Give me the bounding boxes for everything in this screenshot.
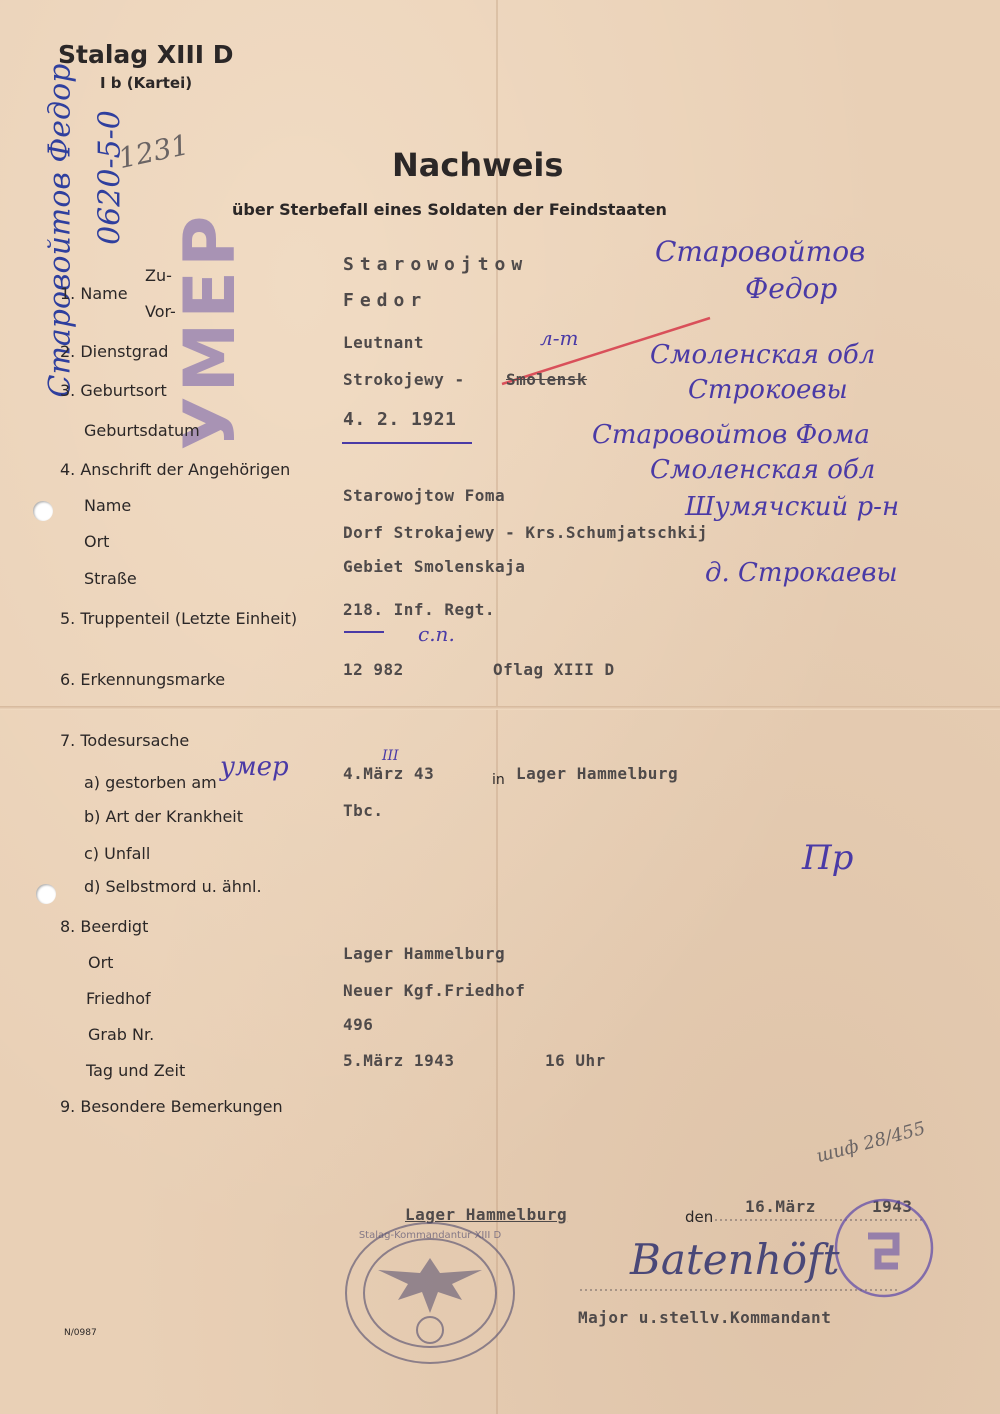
village2-ru-note: д. Строкаевы	[705, 558, 898, 588]
label-died-in: in	[492, 772, 505, 788]
birthdate-value: 4. 2. 1921	[343, 409, 457, 430]
label-birthplace: 3. Geburtsort	[60, 381, 167, 400]
bur-date-value: 5.März 1943	[343, 1051, 455, 1070]
kommandantur-stamp	[342, 1218, 522, 1368]
label-died-on: a) gestorben am	[84, 773, 217, 792]
tag-camp-value: Oflag XIII D	[493, 660, 615, 679]
label-datetime: Tag und Zeit	[86, 1061, 186, 1080]
surname-value: Starowojtow	[343, 254, 529, 275]
label-illness: b) Art der Krankheit	[84, 807, 244, 826]
cemetery-value: Neuer Kgf.Friedhof	[343, 981, 526, 1000]
footer-den: den	[685, 1208, 714, 1226]
tag-number-value: 12 982	[343, 660, 404, 679]
region-ru-note: Смоленская обл	[650, 340, 876, 370]
died-date-value: 4.März 43	[343, 764, 435, 783]
surname-ru-note: Старовойтов	[655, 235, 866, 268]
died-ru-note: умер	[220, 752, 289, 782]
label-birthdate: Geburtsdatum	[84, 421, 200, 440]
rel-street-value: Gebiet Smolenskaja	[343, 557, 526, 576]
label-rel-street: Straße	[84, 569, 137, 588]
father-ru-note: Старовойтов Фома	[592, 420, 870, 450]
signer-title: Major u.stellv.Kommandant	[578, 1308, 832, 1327]
rank-value: Leutnant	[343, 333, 425, 352]
label-remarks: 9. Besondere Bemerkungen	[60, 1097, 283, 1116]
village-ru-note: Строкоевы	[688, 375, 848, 405]
label-name: 1. Name	[60, 284, 128, 303]
department: I b (Kartei)	[100, 74, 193, 92]
bur-place-value: Lager Hammelburg	[343, 944, 506, 963]
signature: Batenhöft	[630, 1235, 840, 1284]
pencil-reference: шиф 28/455	[814, 1117, 928, 1168]
birthdate-underline	[340, 438, 480, 448]
label-rel-place: Ort	[84, 532, 110, 551]
vertical-name-note: Старовойтов Федор	[42, 63, 78, 398]
label-death-cause: 7. Todesursache	[60, 731, 190, 750]
label-vor: Vor-	[145, 302, 176, 321]
footer-year: 1943	[872, 1197, 913, 1216]
camp-name: Stalag XIII D	[58, 40, 234, 69]
label-zu: Zu-	[145, 266, 172, 285]
label-unit: 5. Truppenteil (Letzte Einheit)	[60, 609, 298, 628]
horizontal-fold	[0, 706, 1000, 710]
illness-value: Tbc.	[343, 801, 384, 820]
firstname-value: Fedor	[343, 290, 428, 311]
pencil-number: 1231	[115, 127, 192, 176]
footer-date: 16.März	[745, 1197, 816, 1216]
label-rank: 2. Dienstgrad	[60, 342, 169, 361]
rel-place-value: Dorf Strokajewy - Krs.Schumjatschkij	[343, 523, 708, 542]
initial-ru-note: Пр	[802, 838, 854, 878]
roman-month-note: III	[382, 748, 399, 764]
district-ru-note: Шумячский р-н	[685, 492, 900, 522]
footer-place: Lager Hammelburg	[405, 1205, 568, 1224]
rel-name-value: Starowojtow Foma	[343, 486, 506, 505]
bur-time-value: 16 Uhr	[545, 1051, 606, 1070]
label-rel-name: Name	[84, 496, 132, 515]
birthplace-value-a: Strokojewy -	[343, 370, 465, 389]
birthplace-value-b: Smolensk	[506, 370, 588, 389]
form-number: N/0987	[64, 1328, 97, 1338]
document-subtitle: über Sterbefall eines Soldaten der Feindstaaten	[232, 200, 667, 219]
unit-underline	[342, 628, 392, 636]
died-place-value: Lager Hammelburg	[516, 764, 679, 783]
punch-hole-top	[33, 501, 53, 521]
rank-ru-note: л-т	[540, 326, 579, 350]
grave-value: 496	[343, 1015, 374, 1034]
punch-hole-bottom	[36, 884, 56, 904]
unit-value: 218. Inf. Regt.	[343, 600, 495, 619]
vertical-number-note: 0620-5-0	[92, 110, 128, 245]
died-stamp: УМЕР	[169, 211, 251, 451]
label-grave: Grab Nr.	[88, 1025, 155, 1044]
label-tag: 6. Erkennungsmarke	[60, 670, 226, 689]
label-cemetery: Friedhof	[86, 989, 151, 1008]
signature-dotted-line	[580, 1282, 910, 1294]
document-title: Nachweis	[392, 146, 564, 184]
stamp-text: Stalag-Kommandantur XIII D	[358, 1230, 502, 1241]
label-bur-place: Ort	[88, 953, 114, 972]
region2-ru-note: Смоленская обл	[650, 455, 876, 485]
label-suicide: d) Selbstmord u. ähnl.	[84, 877, 262, 896]
label-relatives: 4. Anschrift der Angehörigen	[60, 460, 291, 479]
label-buried: 8. Beerdigt	[60, 917, 149, 936]
firstname-ru-note: Федор	[745, 272, 838, 305]
unit-ru-note: с.п.	[418, 622, 455, 646]
label-accident: c) Unfall	[84, 844, 151, 863]
